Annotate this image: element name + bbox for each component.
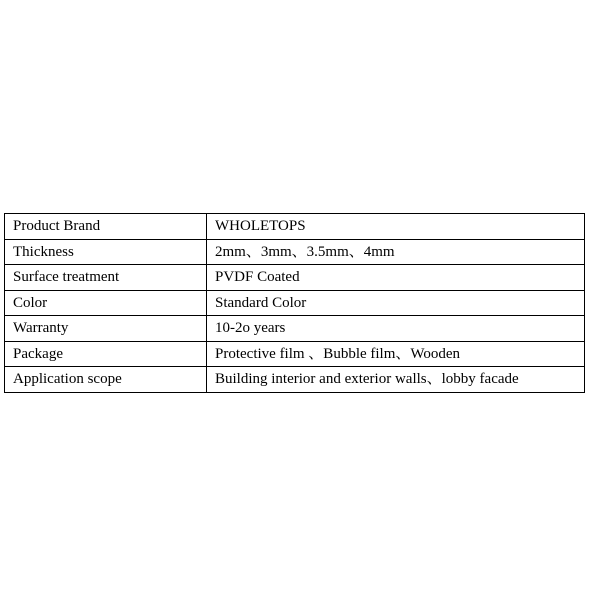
spec-value: Building interior and exterior walls、lobby facade [207,367,585,393]
spec-label: Thickness [5,239,207,265]
spec-value: WHOLETOPS [207,214,585,240]
table-row [5,341,585,367]
table-row [5,316,585,342]
product-spec-table [4,213,585,393]
spec-value: 10-2o years [207,316,585,342]
spec-value: Protective film 、Bubble film、Wooden [207,341,585,367]
spec-label: Product Brand [5,214,207,240]
table-row [5,367,585,393]
table-row [5,265,585,291]
spec-label: Surface treatment [5,265,207,291]
table-row [5,239,585,265]
spec-value: Standard Color [207,290,585,316]
table-row [5,214,585,240]
spec-label: Color [5,290,207,316]
spec-label: Package [5,341,207,367]
table-row [5,290,585,316]
spec-value: PVDF Coated [207,265,585,291]
spec-value: 2mm、3mm、3.5mm、4mm [207,239,585,265]
spec-label: Application scope [5,367,207,393]
spec-label: Warranty [5,316,207,342]
